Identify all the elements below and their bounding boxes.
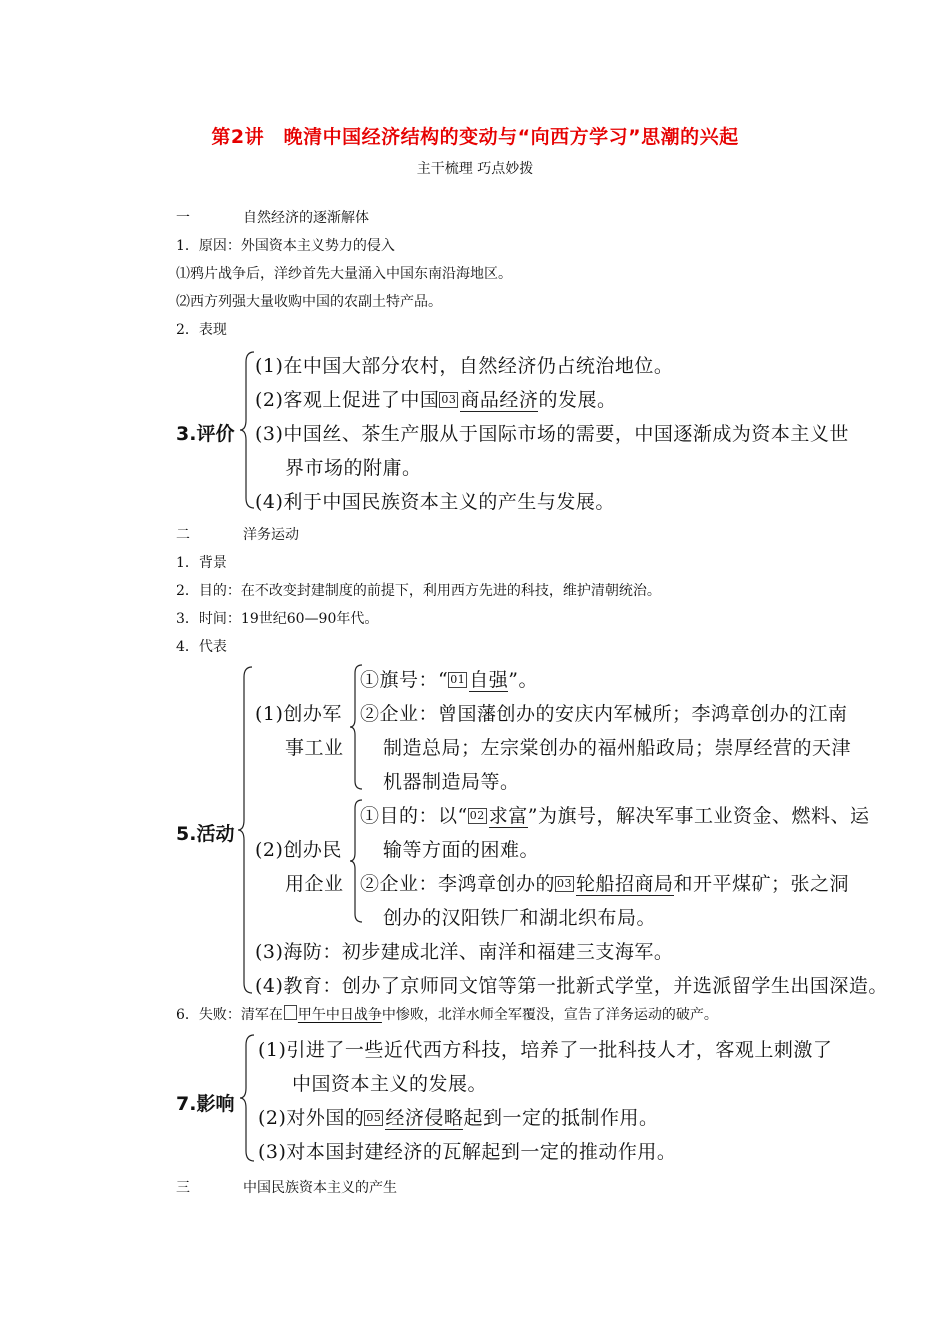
fill-answer: 轮船招商局: [576, 873, 674, 895]
s2-line-purpose: 2．目的：在不改变封建制度的前提下，利用西方先进的科技，维护清朝统治。: [176, 583, 661, 599]
civil-item-1-cont: 输等方面的困难。: [383, 839, 540, 861]
civil-enterprise-label-1: (2)创办民: [255, 839, 342, 861]
blank-number-badge: 02: [469, 809, 485, 822]
activity-item-navy: (3)海防：初步建成北洋、南洋和福建三支海军。: [255, 941, 674, 963]
influence-item-2-text: (2)对外国的: [258, 1107, 365, 1129]
s2-line-time: 3．时间：19世纪60—90年代。: [176, 611, 379, 627]
blank-number-badge: 05: [366, 1111, 382, 1124]
s1-line-manifest: 2．表现: [176, 322, 227, 338]
activity-label: 5.活动: [176, 823, 235, 845]
civil-enterprise-label-2: 用企业: [285, 873, 344, 895]
fill-answer: 自强: [469, 669, 509, 691]
evaluation-item-3-cont: 界市场的附庸。: [285, 457, 422, 479]
military-item-2-cont-2: 机器制造局等。: [383, 771, 520, 793]
fill-answer: 经济侵略: [385, 1107, 464, 1129]
s1-line-cause-2: ⑵西方列强大量收购中国的农副土特产品。: [176, 294, 442, 310]
failure-tail: 中惨败，北洋水师全军覆没，宣告了洋务运动的破产。: [381, 1007, 718, 1023]
civil-item-2-cont: 创办的汉阳铁厂和湖北织布局。: [383, 907, 657, 929]
military-item-1: [360, 665, 538, 692]
section-1-heading: 自然经济的逐渐解体: [243, 210, 369, 226]
military-item-1-text: ①旗号：“: [360, 669, 449, 691]
civil-item-1-text: ①目的：以“: [360, 805, 468, 827]
page-title: 第2讲 晚清中国经济结构的变动与“向西方学习”思潮的兴起: [211, 126, 739, 148]
civil-item-1: [360, 801, 869, 828]
fill-answer: 求富: [488, 805, 528, 827]
influence-item-2: [258, 1103, 658, 1130]
evaluation-item-2-text: (2)客观上促进了中国: [255, 389, 440, 411]
evaluation-item-1: (1)在中国大部分农村，自然经济仍占统治地位。: [255, 355, 674, 377]
evaluation-label: 3.评价: [176, 423, 235, 445]
civil-item-1-tail: ”为旗号，解决军事工业资金、燃料、运: [527, 805, 870, 827]
influence-item-1: (1)引进了一些近代西方科技，培养了一批科技人才，客观上刺激了: [258, 1039, 833, 1061]
section-1-number: 一: [176, 210, 190, 226]
s1-line-cause-1: ⑴鸦片战争后，洋纱首先大量涌入中国东南沿海地区。: [176, 266, 512, 282]
blank-number-badge: 03: [557, 877, 573, 890]
s2-line-representatives: 4．代表: [176, 639, 227, 655]
section-3-number: 三: [176, 1180, 190, 1196]
military-item-2: ②企业：曾国藩创办的安庆内军械所；李鸿章创办的江南: [360, 703, 848, 725]
activity-item-education: (4)教育：创办了京师同文馆等第一批新式学堂，并选派留学生出国深造。: [255, 975, 888, 997]
blank-number-badge: 03: [441, 393, 457, 406]
influence-item-1-cont: 中国资本主义的发展。: [292, 1073, 488, 1095]
influence-item-3: (3)对本国封建经济的瓦解起到一定的推动作用。: [258, 1141, 677, 1163]
blank-number-badge: 01: [450, 673, 466, 686]
blank-box: [284, 1005, 297, 1020]
fill-answer: 甲午中日战争: [297, 1007, 382, 1023]
influence-label: 7.影响: [176, 1093, 235, 1115]
civil-item-2: [360, 869, 849, 896]
military-industry-label-2: 事工业: [285, 737, 344, 759]
evaluation-item-2-tail: 的发展。: [538, 389, 617, 411]
s2-line-background: 1．背景: [176, 555, 227, 571]
influence-brace: [240, 1033, 260, 1163]
fill-answer: 商品经济: [460, 389, 539, 411]
military-item-2-cont-1: 制造总局；左宗棠创办的福州船政局；崇厚经营的天津: [383, 737, 852, 759]
failure-text: 6．失败：清军在: [176, 1007, 283, 1023]
section-3-heading: 中国民族资本主义的产生: [243, 1180, 397, 1196]
military-industry-label-1: (1)创办军: [255, 703, 342, 725]
section-2-number: 二: [176, 527, 190, 543]
section-2-heading: 洋务运动: [243, 527, 299, 543]
s1-line-cause: 1．原因：外国资本主义势力的侵入: [176, 238, 395, 254]
influence-item-2-tail: 起到一定的抵制作用。: [463, 1107, 659, 1129]
military-item-1-tail: ”。: [508, 669, 538, 691]
s2-line-failure: [176, 1004, 718, 1024]
civil-item-2-text: ②企业：李鸿章创办的: [360, 873, 556, 895]
civil-item-2-tail: 和开平煤矿；张之洞: [673, 873, 850, 895]
evaluation-item-2: [255, 385, 616, 412]
evaluation-item-3: (3)中国丝、茶生产服从于国际市场的需要，中国逐渐成为资本主义世: [255, 423, 849, 445]
page-subtitle: 主干梳理 巧点妙拨: [416, 161, 534, 177]
evaluation-item-4: (4)利于中国民族资本主义的产生与发展。: [255, 491, 615, 513]
